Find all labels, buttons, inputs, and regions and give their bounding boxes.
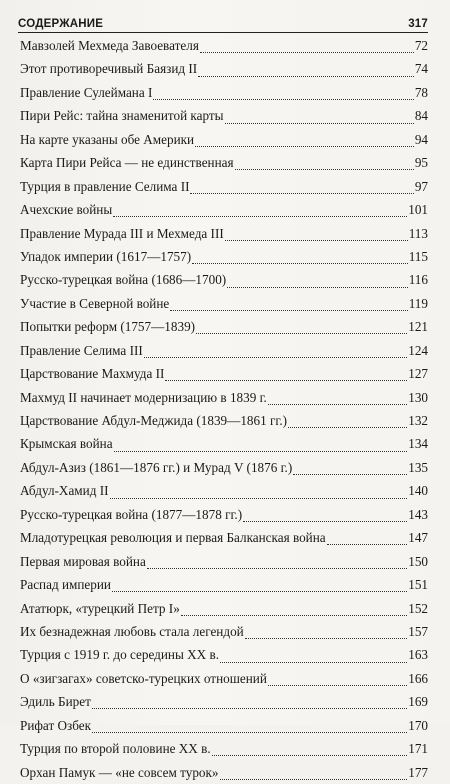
dot-leader xyxy=(198,64,414,77)
dot-leader xyxy=(192,251,408,264)
dot-leader xyxy=(165,368,407,381)
toc-entry xyxy=(20,597,428,620)
header-rule xyxy=(18,32,428,33)
toc-entry xyxy=(20,57,428,80)
toc-entry-page: 143 xyxy=(408,506,428,522)
toc-entry-title: Рифат Озбек xyxy=(20,717,92,733)
dot-leader xyxy=(220,650,407,663)
dot-leader xyxy=(268,673,407,686)
table-of-contents xyxy=(20,34,428,784)
running-header xyxy=(18,12,428,30)
toc-entry-page: 140 xyxy=(408,483,428,499)
toc-entry xyxy=(20,620,428,643)
toc-entry xyxy=(20,245,428,268)
toc-entry xyxy=(20,761,428,784)
toc-entry-title: Участие в Северной войне xyxy=(20,295,170,311)
toc-entry-page: 94 xyxy=(414,131,428,147)
toc-entry-title: Орхан Памук — «не совсем турок» xyxy=(20,764,219,780)
toc-entry-title: Пири Рейс: тайна знаменитой карты xyxy=(20,108,224,124)
toc-entry-page: 101 xyxy=(408,202,428,218)
toc-entry-page: 119 xyxy=(408,295,428,311)
toc-entry-page: 157 xyxy=(408,623,428,639)
toc-entry-title: Ататюрк, «турецкий Петр I» xyxy=(20,600,180,616)
toc-entry-title: Абдул-Азиз (1861—1876 гг.) и Мурад V (1876 г.) xyxy=(20,459,293,475)
toc-entry-title: Правление Селима III xyxy=(20,342,143,358)
toc-entry xyxy=(20,479,428,502)
toc-entry xyxy=(20,386,428,409)
toc-entry-page: 115 xyxy=(408,248,428,264)
toc-entry-page: 132 xyxy=(408,413,428,428)
toc-entry xyxy=(20,643,428,666)
toc-entry xyxy=(20,292,428,315)
dot-leader xyxy=(243,509,407,522)
dot-leader xyxy=(92,720,407,733)
dot-leader xyxy=(153,87,413,100)
toc-entry xyxy=(20,175,428,198)
toc-entry xyxy=(20,456,428,479)
toc-entry-page: 171 xyxy=(408,741,428,757)
toc-entry-page: 95 xyxy=(414,155,428,171)
dot-leader xyxy=(225,111,414,124)
toc-entry-title: Карта Пири Рейса — не единственная xyxy=(20,155,234,171)
toc-entry-page: 97 xyxy=(414,178,428,194)
toc-entry-page: 121 xyxy=(408,319,428,335)
page-number: 317 xyxy=(408,18,428,30)
toc-entry-page: 169 xyxy=(408,694,428,710)
toc-entry xyxy=(20,409,428,432)
toc-entry-title: Крымская война xyxy=(20,436,113,452)
toc-entry-page: 152 xyxy=(408,600,428,616)
toc-entry-title: Абдул-Хамид II xyxy=(20,483,109,499)
toc-entry xyxy=(20,550,428,573)
toc-entry-page: 130 xyxy=(408,389,428,405)
toc-entry xyxy=(20,432,428,455)
toc-entry-title: На карте указаны обе Америки xyxy=(20,131,195,147)
toc-entry-title: Царствование Махмуда II xyxy=(20,366,165,382)
dot-leader xyxy=(288,415,407,428)
toc-entry-page: 113 xyxy=(408,225,428,241)
toc-entry-page: 163 xyxy=(408,647,428,663)
toc-entry-page: 147 xyxy=(408,530,428,546)
dot-leader xyxy=(144,345,407,358)
toc-entry-title: Первая мировая война xyxy=(20,553,146,569)
toc-entry-page: 124 xyxy=(408,342,428,358)
toc-entry xyxy=(20,151,428,174)
toc-entry-title: Упадок империи (1617—1757) xyxy=(20,248,192,264)
toc-entry xyxy=(20,315,428,338)
toc-entry-page: 84 xyxy=(414,108,428,124)
toc-entry-title: Русско-турецкая война (1877—1878 гг.) xyxy=(20,506,243,522)
toc-entry-title: Попытки реформ (1757—1839) xyxy=(20,319,196,335)
toc-entry-page: 166 xyxy=(408,670,428,686)
toc-entry-page: 134 xyxy=(408,436,428,452)
toc-entry-title: Правление Мурада III и Мехмеда III xyxy=(20,225,224,241)
dot-leader xyxy=(200,40,414,53)
dot-leader xyxy=(245,626,407,639)
toc-entry-page: 127 xyxy=(408,366,428,382)
dot-leader xyxy=(293,462,407,475)
toc-entry-page: 135 xyxy=(408,459,428,475)
dot-leader xyxy=(327,532,408,545)
toc-entry xyxy=(20,573,428,596)
toc-entry xyxy=(20,128,428,151)
dot-leader xyxy=(147,556,407,569)
toc-entry-page: 74 xyxy=(414,61,428,77)
toc-entry-page: 151 xyxy=(408,577,428,593)
dot-leader xyxy=(196,321,407,334)
toc-entry-title: О «зигзагах» советско-турецких отношений xyxy=(20,670,267,686)
toc-entry-title: Махмуд II начинает модернизацию в 1839 г. xyxy=(20,389,267,405)
dot-leader xyxy=(190,181,413,194)
toc-entry-title: Эдиль Бирет xyxy=(20,694,91,710)
toc-entry-title: Ачехские войны xyxy=(20,202,113,218)
toc-entry-title: Мавзолей Мехмеда Завоевателя xyxy=(20,38,199,53)
dot-leader xyxy=(212,743,408,756)
dot-leader xyxy=(114,439,408,452)
toc-entry-title: Турция по второй половине XX в. xyxy=(20,741,211,757)
toc-entry-title: Царствование Абдул-Меджида (1839—1861 гг.) xyxy=(20,413,288,428)
toc-entry-title: Турция с 1919 г. до середины XX в. xyxy=(20,647,219,663)
toc-entry-title: Этот противоречивый Баязид II xyxy=(20,61,198,77)
toc-entry xyxy=(20,34,428,57)
dot-leader xyxy=(110,486,408,499)
dot-leader xyxy=(92,696,407,709)
toc-entry-page: 170 xyxy=(408,717,428,733)
dot-leader xyxy=(220,767,408,780)
toc-entry xyxy=(20,737,428,760)
toc-entry-page: 116 xyxy=(408,272,428,288)
dot-leader xyxy=(268,392,407,405)
toc-entry xyxy=(20,104,428,127)
dot-leader xyxy=(235,157,414,170)
toc-entry-page: 72 xyxy=(414,38,428,53)
toc-entry-title: Младотурецкая революция и первая Балканская война xyxy=(20,530,326,546)
toc-entry xyxy=(20,268,428,291)
toc-entry-title: Их безнадежная любовь стала легендой xyxy=(20,623,244,639)
dot-leader xyxy=(225,228,408,241)
toc-entry xyxy=(20,714,428,737)
toc-entry-page: 78 xyxy=(414,84,428,100)
toc-entry-title: Распад империи xyxy=(20,577,111,593)
toc-entry xyxy=(20,503,428,526)
dot-leader xyxy=(170,298,407,311)
dot-leader xyxy=(181,603,407,616)
toc-entry xyxy=(20,526,428,549)
toc-entry xyxy=(20,339,428,362)
dot-leader xyxy=(227,275,408,288)
toc-entry xyxy=(20,362,428,385)
toc-entry xyxy=(20,81,428,104)
toc-entry xyxy=(20,222,428,245)
dot-leader xyxy=(112,579,407,592)
section-title: СОДЕРЖАНИЕ xyxy=(18,18,104,30)
toc-entry-title: Правление Сулеймана I xyxy=(20,84,153,100)
dot-leader xyxy=(195,134,414,147)
toc-entry-page: 150 xyxy=(408,553,428,569)
toc-entry-title: Турция в правление Селима II xyxy=(20,178,190,194)
toc-entry xyxy=(20,690,428,713)
toc-entry-title: Русско-турецкая война (1686—1700) xyxy=(20,272,227,288)
toc-entry-page: 177 xyxy=(408,764,428,780)
dot-leader xyxy=(113,204,407,217)
toc-entry xyxy=(20,198,428,221)
toc-entry xyxy=(20,667,428,690)
